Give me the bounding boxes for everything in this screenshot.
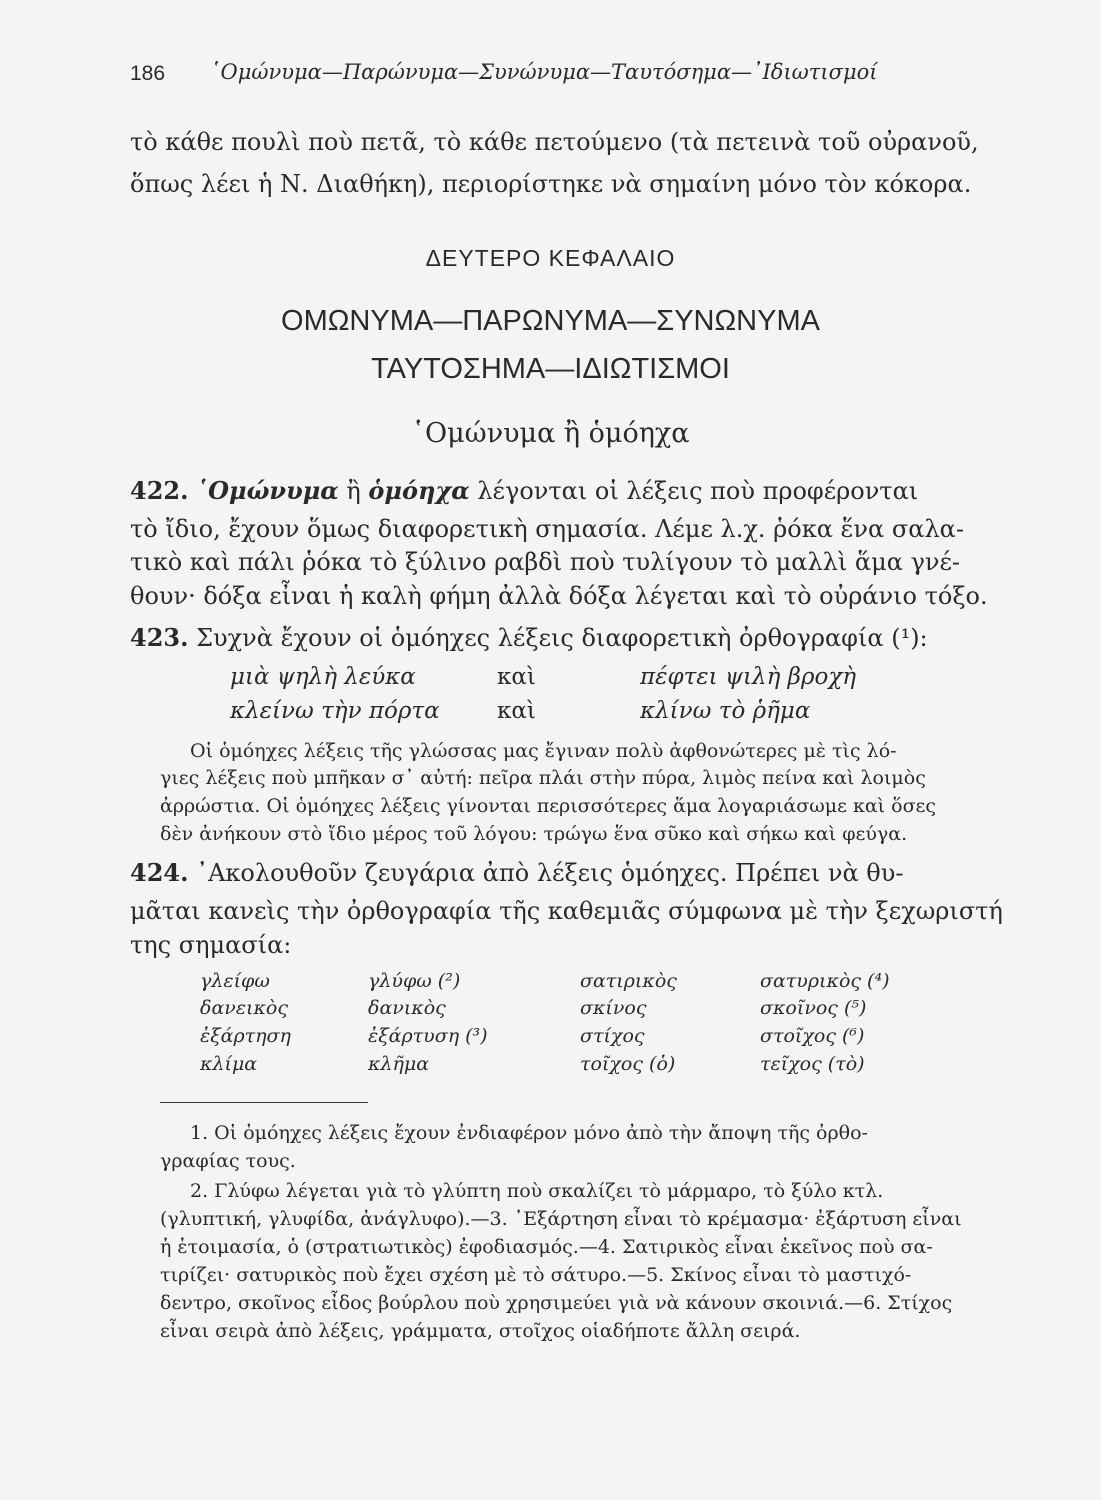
section-title: ῾Ομώνυμα ἢ ὁμόηχα	[411, 418, 690, 449]
note-line: γιες λέξεις ποὺ μπῆκαν σ᾿ αὐτή: πεῖρα πλάι στὴν πύρα, λιμὸς πείνα καὶ λοιμὸς	[160, 767, 926, 789]
para-line: θουν· δόξα εἶναι ἡ καλὴ φήμη ἀλλὰ δόξα λέγεται καὶ τὸ οὐράνιο τόξο.	[130, 582, 988, 610]
word: σατιρικὸς	[580, 970, 677, 992]
para-422-first-line	[130, 476, 918, 505]
example-b: κλίνω τὸ ῥῆμα	[640, 698, 811, 724]
para-423-first-line	[130, 623, 928, 652]
page-number: 186	[130, 62, 166, 85]
example-k: καὶ	[497, 664, 536, 690]
footnote-line: 1. Οἱ ὁμόηχες λέξεις ἔχουν ἐνδιαφέρον μόνο ἀπὸ τὴν ἄποψη τῆς ὀρθο-	[190, 1122, 868, 1144]
chapter-label: ΔΕΥΤΕΡΟ ΚΕΦΑΛΑΙΟ	[425, 245, 676, 271]
example-b: πέφτει ψιλὴ βροχὴ	[640, 664, 857, 690]
word: δανεικὸς	[200, 997, 289, 1019]
footnote-line: δεντρο, σκοῖνος εἶδος βούρλου ποὺ χρησιμεύει γιὰ νὰ κάνουν σκοινιά.—6. Στίχος	[160, 1292, 953, 1314]
intro-line: ὅπως λέει ἡ Ν. Διαθήκη), περιορίστηκε νὰ σημαίνη μόνο τὸν κόκορα.	[130, 170, 972, 198]
note-line: δὲν ἀνήκουν στὸ ἴδιο μέρος τοῦ λόγου: τρώγω ἕνα σῦκο καὶ σήκω καὶ φεύγα.	[160, 823, 908, 845]
word: τοῖχος (ὁ)	[580, 1053, 676, 1075]
example-a: κλείνω τὴν πόρτα	[230, 698, 440, 724]
footnote-line: γραφίας τους.	[160, 1150, 296, 1172]
word: γλείφω	[200, 970, 270, 992]
text: λέγονται οἱ λέξεις ποὺ προφέρονται	[469, 477, 919, 505]
para-line: της σημασία:	[130, 931, 292, 959]
footnote-line: (γλυπτική, γλυφίδα, ἀνάγλυφο).—3. ᾿Εξάρτηση εἶναι τὸ κρέμασμα· ἐξάρτυση εἶναι	[160, 1208, 962, 1230]
footnote-line: 2. Γλύφω λέγεται γιὰ τὸ γλύπτη ποὺ σκαλίζει τὸ μάρμαρο, τὸ ξύλο κτλ.	[190, 1180, 884, 1202]
footnote-divider	[160, 1102, 368, 1103]
para-line: μᾶται κανεὶς τὴν ὀρθογραφία τῆς καθεμιᾶς σύμφωνα μὲ τὴν ξεχωριστή	[130, 897, 1003, 925]
word: ἐξάρτηση	[200, 1025, 291, 1047]
footnote-line: ἡ ἑτοιμασία, ὁ (στρατιωτικὸς) ἐφοδιασμός.—4. Σατιρικὸς εἶναι ἐκεῖνος ποὺ σα-	[160, 1236, 933, 1258]
para-line: τὸ ἴδιο, ἔχουν ὅμως διαφορετικὴ σημασία. Λέμε λ.χ. ῥόκα ἕνα σαλα-	[130, 515, 964, 543]
chapter-title-2: ΤΑΥΤΟΣΗΜΑ—ΙΔΙΩΤΙΣΜΟΙ	[371, 353, 730, 385]
word: γλύφω (²)	[368, 970, 461, 992]
footnote-line: τιρίζει· σατυρικὸς ποὺ ἔχει σχέση μὲ τὸ σάτυρο.—5. Σκίνος εἶναι τὸ μαστιχό-	[160, 1264, 912, 1286]
para-number: 423.	[130, 623, 189, 652]
example-a: μιὰ ψηλὴ λεύκα	[230, 664, 416, 690]
word: σατυρικὸς (⁴)	[760, 970, 890, 992]
para-424-first-line	[130, 858, 903, 887]
word: κλίμα	[200, 1053, 258, 1075]
text: ἢ	[338, 477, 369, 505]
running-title: ῾Ομώνυμα—Παρώνυμα—Συνώνυμα—Ταυτόσημα—᾿Ιδιωτισμοί	[210, 60, 878, 84]
para-number: 424.	[130, 858, 189, 887]
word: σκοῖνος (⁵)	[760, 997, 867, 1019]
word: δανικὸς	[368, 997, 446, 1019]
word: τεῖχος (τὸ)	[760, 1053, 865, 1075]
text: Συχνὰ ἔχουν οἱ ὁμόηχες λέξεις διαφορετικὴ ὀρθογραφία (¹):	[188, 624, 928, 652]
chapter-title-1: ΟΜΩΝΥΜΑ—ΠΑΡΩΝΥΜΑ—ΣΥΝΩΝΥΜΑ	[281, 305, 820, 337]
para-line: τικὸ καὶ πάλι ῥόκα τὸ ξύλινο ραβδὶ ποὺ τυλίγουν τὸ μαλλὶ ἅμα γνέ-	[130, 548, 961, 576]
note-line: ἀρρώστια. Οἱ ὁμόηχες λέξεις γίνονται περισσότερες ἅμα λογαριάσωμε καὶ ὅσες	[160, 795, 937, 817]
text: ᾿Ακολουθοῦν ζευγάρια ἀπὸ λέξεις ὁμόηχες. Πρέπει νὰ θυ-	[188, 859, 904, 887]
word: στοῖχος (⁶)	[760, 1025, 865, 1047]
footnote-line: εἶναι σειρὰ ἀπὸ λέξεις, γράμματα, στοῖχος οἱαδήποτε ἄλλη σειρά.	[160, 1320, 801, 1342]
word: σκίνος	[580, 997, 647, 1019]
term: ῾Ομώνυμα	[196, 476, 339, 505]
word: ἐξάρτυση (³)	[368, 1025, 488, 1047]
word: στίχος	[580, 1025, 645, 1047]
word: κλῆμα	[368, 1053, 430, 1075]
term: ὁμόηχα	[368, 476, 470, 505]
example-k: καὶ	[497, 698, 536, 724]
intro-line: τὸ κάθε πουλὶ ποὺ πετᾶ, τὸ κάθε πετούμενο (τὰ πετεινὰ τοῦ οὐρανοῦ,	[130, 128, 979, 156]
note-line: Οἱ ὁμόηχες λέξεις τῆς γλώσσας μας ἔγιναν πολὺ ἀφθονώτερες μὲ τὶς λό-	[190, 740, 897, 762]
para-number: 422.	[130, 476, 189, 505]
